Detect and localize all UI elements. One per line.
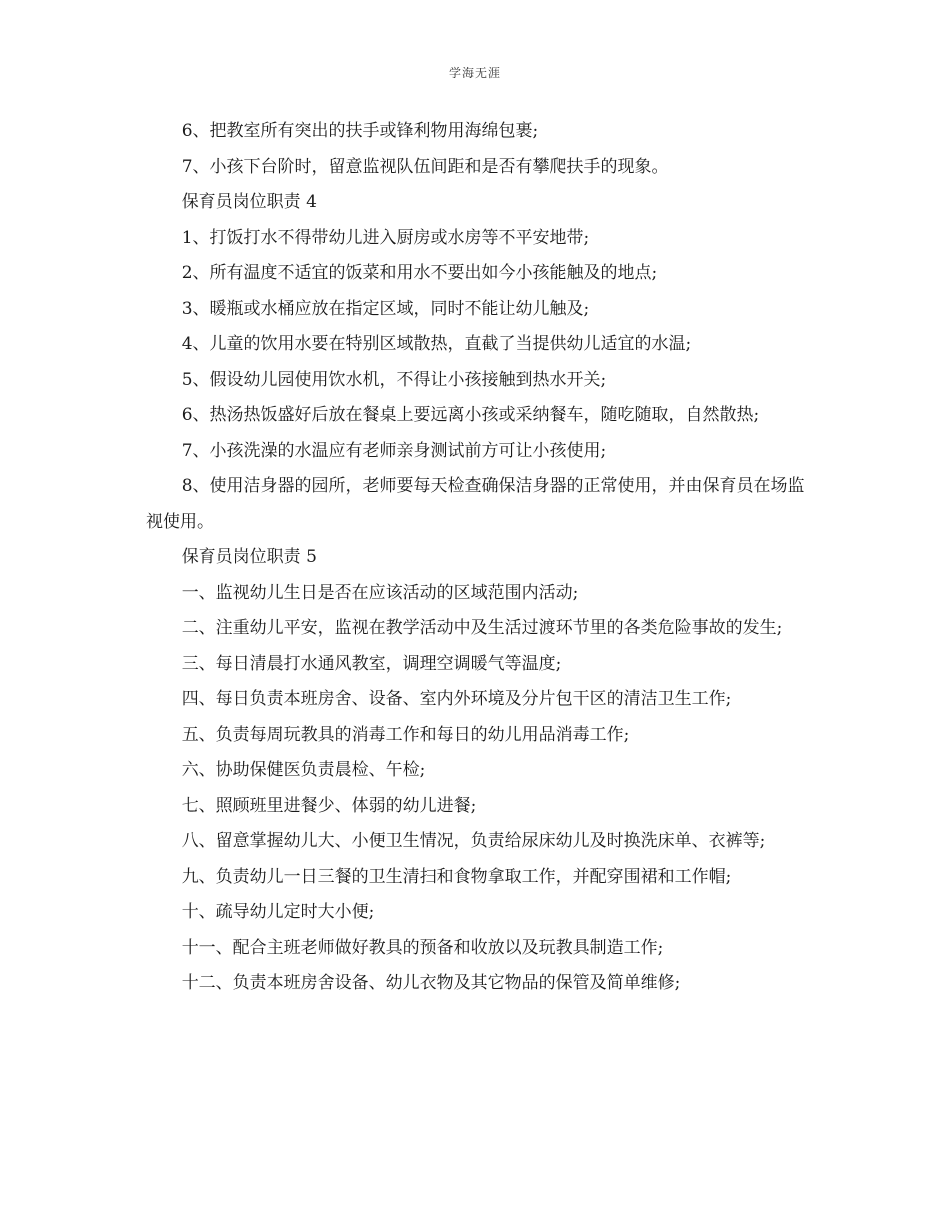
paragraph: 3、暖瓶或水桶应放在指定区域，同时不能让幼儿触及;: [181, 298, 590, 319]
paragraph: 四、每日负责本班房舍、设备、室内外环境及分片包干区的清洁卫生工作;: [181, 689, 732, 709]
paragraph: 十、疏导幼儿定时大小便;: [181, 902, 375, 922]
paragraph: 十二、负责本班房舍设备、幼儿衣物及其它物品的保管及简单维修;: [181, 973, 681, 993]
paragraph: 九、负责幼儿一日三餐的卫生清扫和食物拿取工作，并配穿围裙和工作帽;: [181, 866, 732, 887]
paragraph: 十一、配合主班老师做好教具的预备和收放以及玩教具制造工作;: [181, 937, 664, 958]
document-body: [146, 114, 810, 1002]
paragraph: 5、假设幼儿园使用饮水机，不得让小孩接触到热水开关;: [181, 369, 607, 390]
paragraph: 7、小孩下台阶时，留意监视队伍间距和是否有攀爬扶手的现象。: [181, 156, 669, 177]
paragraph: 6、热汤热饭盛好后放在餐桌上要远离小孩或采纳餐车，随吃随取，自然散热;: [181, 405, 760, 425]
section-heading: 保育员岗位职责 4: [181, 192, 317, 212]
paragraph: 三、每日清晨打水通风教室，调理空调暖气等温度;: [181, 653, 562, 674]
paragraph: 2、所有温度不适宜的饭菜和用水不要出如今小孩能触及的地点;: [181, 263, 658, 283]
paragraph: 1、打饭打水不得带幼儿进入厨房或水房等不平安地带;: [181, 227, 590, 248]
section-heading: 保育员岗位职责 5: [181, 547, 317, 567]
page-header: 学海无涯: [448, 66, 501, 80]
paragraph: 八、留意掌握幼儿大、小便卫生情况，负责给尿床幼儿及时换洗床单、衣裤等;: [181, 831, 766, 851]
paragraph: 六、协助保健医负责晨检、午检;: [181, 760, 426, 780]
paragraph: 6、把教室所有突出的扶手或锋利物用海绵包裹;: [181, 121, 539, 141]
paragraph: 4、儿童的饮用水要在特别区域散热，直截了当提供幼儿适宜的水温;: [181, 334, 692, 354]
paragraph: 七、照顾班里进餐少、体弱的幼儿进餐;: [181, 795, 477, 816]
paragraph: 7、小孩洗澡的水温应有老师亲身测试前方可让小孩使用;: [181, 440, 607, 461]
paragraph: 二、注重幼儿平安，监视在教学活动中及生活过渡环节里的各类危险事故的发生;: [181, 618, 783, 638]
paragraph: 五、负责每周玩教具的消毒工作和每日的幼儿用品消毒工作;: [181, 724, 630, 745]
paragraph: 8、使用洁身器的园所，老师要每天检查确保洁身器的正常使用，并由保育员在场监视使用。: [146, 476, 805, 532]
paragraph: 一、监视幼儿生日是否在应该活动的区域范围内活动;: [181, 582, 579, 603]
